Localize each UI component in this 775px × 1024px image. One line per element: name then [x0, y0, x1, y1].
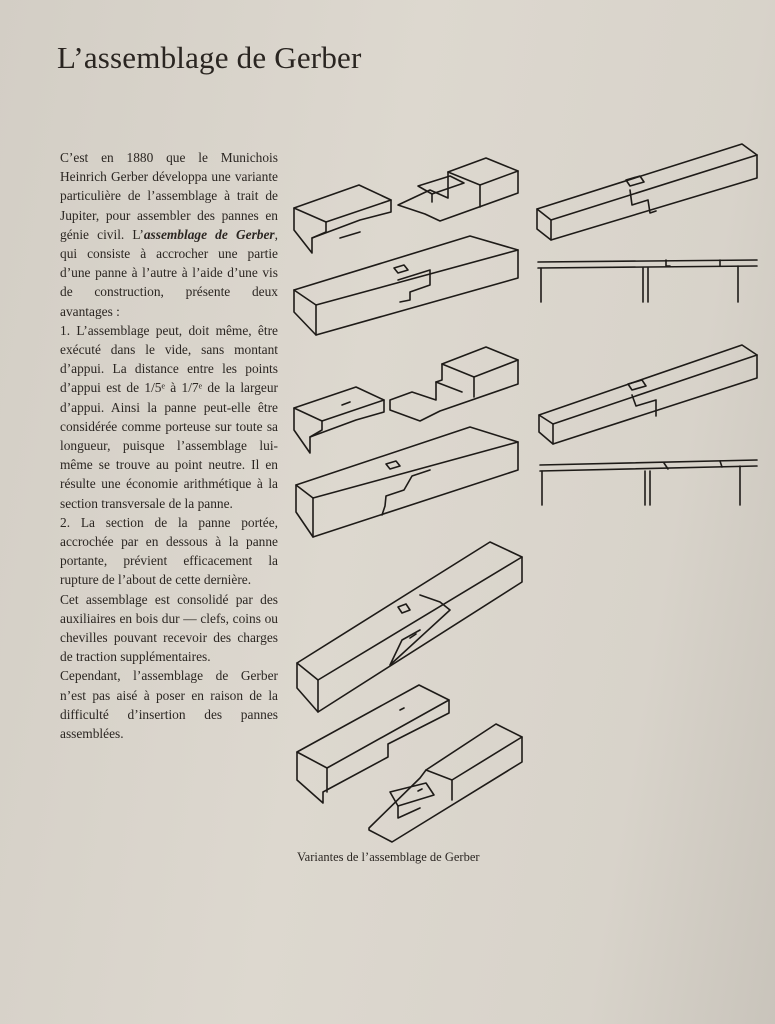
- figure-1-separated-pieces: [294, 158, 518, 253]
- paragraph-advantage-1: 1. L’assemblage peut, doit même, être exécuté dans le vide, sans montant d’appui. La distance entre les points d’appui est de 1/5ᵉ à 1/7ᵉ de la largeur d’appui. Ainsi la panne peut-elle être considérée comme porteuse sur toute sa longueur, puisque l’assemblage lui-même se trouve au point neutre. Il en résulte une économie arithmétique à la section transversale de la panne.: [60, 322, 278, 511]
- page-title: L’assemblage de Gerber: [57, 40, 362, 75]
- paragraph-difficulty: Cependant, l’assemblage de Gerber n’est pas aisé à poser en raison de la difficulté d’insertion des pannes assemblées.: [60, 668, 278, 742]
- figure-5-diagonal-beam: [297, 542, 522, 712]
- figure-caption: Variantes de l’assemblage de Gerber: [297, 850, 480, 864]
- intro-emphasis: assemblage de Gerber: [143, 226, 275, 242]
- figure-2-assembled-beam: [294, 236, 518, 335]
- intro-text-b: , qui consiste à accrocher une partie d’une panne à l’autre à l’aide d’une vis de construction, présente deux avantages :: [60, 226, 278, 319]
- paragraph-reinforcement: Cet assemblage est consolidé par des auxiliaires en bois dur — clefs, coins ou chevilles pouvant recevoir des charges de traction supplémentaires.: [60, 591, 278, 665]
- figure-3-separated-pieces: [294, 347, 518, 453]
- figure-6-diagonal-pieces: [297, 685, 522, 842]
- paragraph-advantage-2: 2. La section de la panne portée, accrochée par en dessous à la panne portante, prévient efficacement la rupture de l’about de cette dernière.: [60, 514, 278, 588]
- figure-right-2-elevation: [540, 460, 757, 505]
- intro-text-a: C’est en 1880 que le Munichois Heinrich Gerber développa une variante particulière de l’assemblage à trait de Jupiter, pour assembler des pannes en génie civil. L’: [60, 150, 278, 242]
- figure-right-1-elevation: [538, 260, 757, 302]
- figure-right-2-long-beam: [539, 345, 757, 444]
- figure-4-assembled-beam: [296, 427, 518, 537]
- figure-right-1-long-beam: [537, 144, 757, 240]
